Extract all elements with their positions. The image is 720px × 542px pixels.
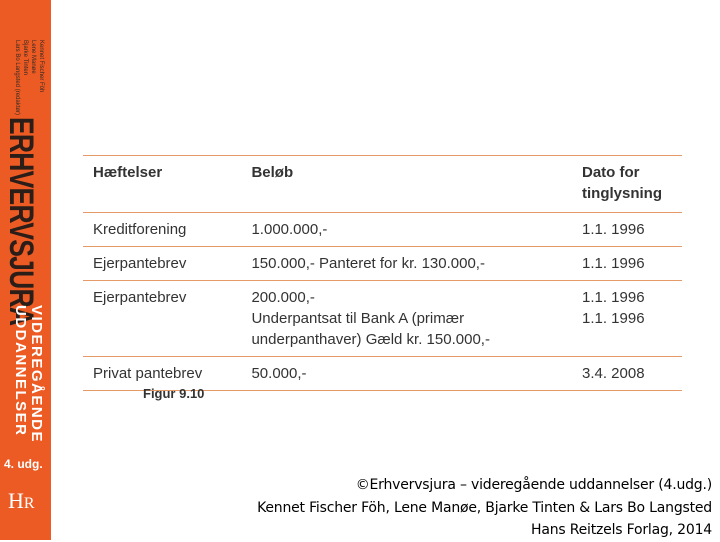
footer-line: ©Erhvervsjura – videregående uddannelser (4.udg.) [355, 477, 712, 493]
figure-caption: Figur 9.10 [143, 386, 205, 401]
cell-date: 1.1. 1996 [572, 213, 682, 247]
subtitle-line: VIDEREGÅENDE [28, 305, 45, 444]
liens-table [83, 155, 682, 391]
table-row [83, 281, 682, 357]
book-cover-spine [0, 0, 51, 540]
table-row [83, 247, 682, 281]
author: Kennet Fischer Föh [38, 40, 44, 93]
header-cell: Beløb [241, 156, 572, 213]
cover-authors [13, 40, 45, 115]
table-row [83, 213, 682, 247]
edition-label: 4. udg. [4, 457, 43, 471]
header-cell [572, 156, 682, 213]
header-text: Dato for tinglysning [582, 164, 662, 202]
publisher-logo: HR [8, 488, 35, 513]
cover-subtitle [12, 305, 44, 443]
cell-type: Privat pantebrev [83, 357, 241, 391]
cell-date [572, 281, 682, 357]
author: Lene Manøe [30, 40, 36, 74]
table-header [83, 156, 682, 213]
copyright-footer [257, 474, 712, 542]
cell-date: 3.4. 2008 [572, 357, 682, 391]
cell-amount: 1.000.000,- [241, 213, 572, 247]
amount-line: Underpantsat til Bank A (primær underpanthaver) Gæld kr. 150.000,- [251, 310, 490, 348]
date-line: 1.1. 1996 [582, 289, 645, 306]
cell-type: Ejerpantebrev [83, 247, 241, 281]
footer-line: Hans Reitzels Forlag, 2014 [531, 522, 712, 538]
cover-title: ERHVERVSJURA [2, 117, 40, 326]
amount-line: 200.000,- [251, 289, 315, 306]
footer-line: Kennet Fischer Föh, Lene Manøe, Bjarke Tinten & Lars Bo Langsted [257, 499, 712, 516]
author: Bjarke Tinten [22, 40, 28, 76]
cell-amount [241, 281, 572, 357]
cell-amount: 150.000,- Panteret for kr. 130.000,- [241, 247, 572, 281]
cell-amount: 50.000,- [241, 357, 572, 391]
header-cell: Hæftelser [83, 156, 241, 213]
author: Lars Bo Langsted (redaktør) [14, 40, 20, 116]
cell-type: Ejerpantebrev [83, 281, 241, 357]
subtitle-line: UDDANNELSER [12, 305, 29, 437]
cell-date: 1.1. 1996 [572, 247, 682, 281]
date-line: 1.1. 1996 [582, 310, 645, 327]
cell-type: Kreditforening [83, 213, 241, 247]
